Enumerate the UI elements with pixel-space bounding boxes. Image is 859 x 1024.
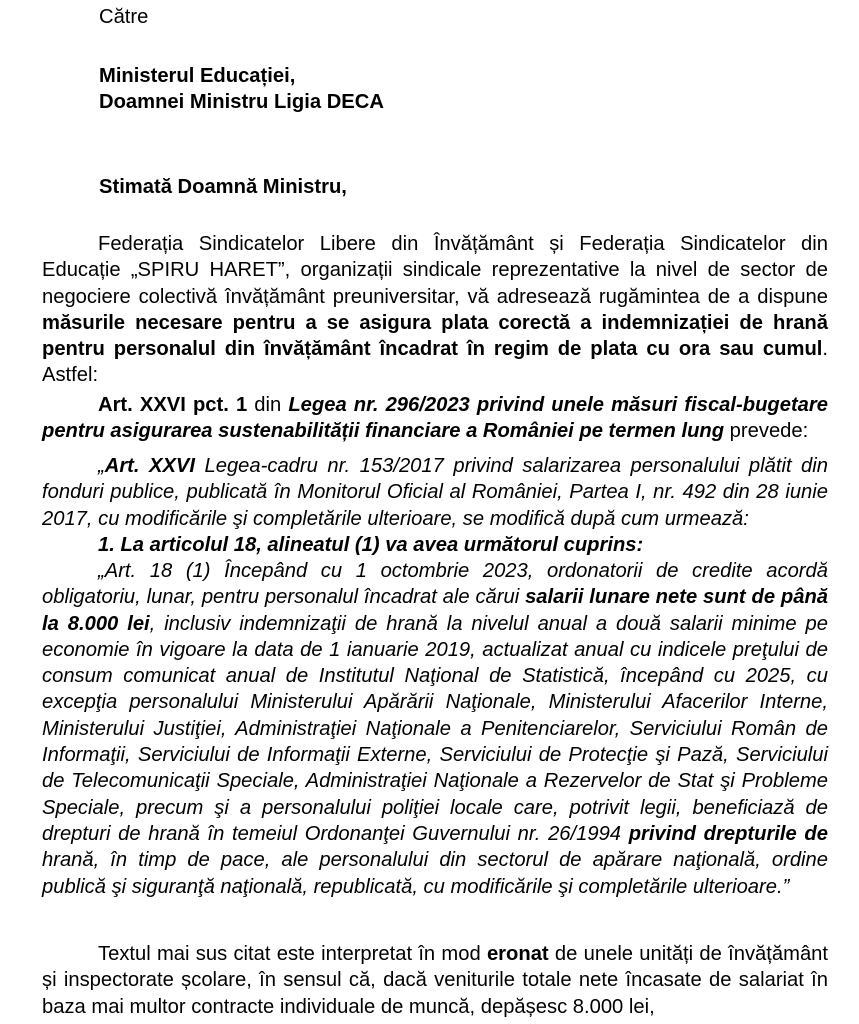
salary-threshold: salarii lunare nete sunt de până la 8.000 lei xyxy=(42,586,829,635)
law-title: Legea nr. 296/2023 privind unele măsuri fiscal-bugetare pentru asigurarea sustenabilității financiare a României pe termen lung xyxy=(42,394,828,443)
quote-article-xxvi: „Art. XXVI Legea-cadru nr. 153/2017 privind salarizarea personalului plătit din fonduri publice, publicată în Monitorul Oficial al României, Partea I, nr. 492 din 28 iunie 2017, cu modificările şi completările ulterioare, se modifică după cum urmează: xyxy=(42,455,828,530)
quote-article-18: „Art. 18 (1) Începând cu 1 octombrie 2023, ordonatorii de credite acordă obligatoriu, lunar, pentru personalul încadrat ale cărui salarii lunare nete sunt de până la 8.000 lei, inclusiv indemnizaţii de hrană la nivelul anual a două salarii minime pe economie în vigoare la data de 1 ianuarie 2019, actualizat anual cu indicele preţului de consum comunicat anual de Institutul Naţional de Statistică, începând cu 2025, cu excepţia personalului Ministerului Apărării Naţionale, Ministerului Afacerilor Interne, Ministerului Justiţiei, Administraţiei Naţionale a Penitenciarelor, Serviciului Român de Informaţii, Serviciului de Informaţii Externe, Serviciului de Protecţie şi Pază, Serviciului de Telecomunicaţii Speciale, Administraţiei Naţionale a Rezervelor de Stat şi Probleme Speciale, precum şi a personalului poliţiei locale care, potrivit legii, beneficiază de drepturi de hrană în temeiul Ordonanţei Guvernului nr. 26/1994 privind drepturile de hrană, în timp de pace, ale personalului din sectorul de apărare naţională, ordine publică şi siguranţă naţională, republicată, cu modificările şi completările ulterioare.” xyxy=(42,560,829,898)
greeting: Stimată Doamnă Ministru, xyxy=(99,176,347,198)
recipient-to: Către xyxy=(99,6,149,28)
request-emphasis: măsurile necesare pentru a se asigura plata corectă a indemnizației de hrană pentru personalul din învățământ încadrat în regim de plata cu ora sau cumul xyxy=(42,311,828,361)
quote-article-label: Art. XXVI xyxy=(104,455,195,477)
recipient-ministry: Ministerul Educației, xyxy=(99,65,296,87)
paragraph-interpretation: Textul mai sus citat este interpretat în mod eronat de unele unități de învățământ și inspectorate școlare, în sensul că, dacă veniturile totale nete încasate de salariat în baza mai multor contracte individuale de muncă, depășesc 8.000 lei, xyxy=(42,943,829,1018)
article-ref: Art. XXVI pct. 1 xyxy=(98,394,248,416)
ordinance-title: privind drepturile de xyxy=(628,822,828,845)
paragraph-request: Federația Sindicatelor Libere din Învățământ și Federația Sindicatelor din Educație „SPIRU HARET”, organizații sindicale reprezentative la nivel de sector de negociere colectivă învățământ preuniversitar, vă adresează rugămintea de a dispune măsurile necesare pentru a se asigura plata corectă a indemnizației de hrană pentru personalul din învățământ încadrat în regim de plata cu ora sau cumul. Astfel: xyxy=(42,233,828,387)
paragraph-law-reference: Art. XXVI pct. 1 din Legea nr. 296/2023 privind unele măsuri fiscal-bugetare pentru asigurarea sustenabilității financiare a României pe termen lung prevede: xyxy=(42,394,828,443)
quote-point-1: 1. La articolul 18, alineatul (1) va avea următorul cuprins: xyxy=(98,534,644,556)
erroneous-emphasis: eronat xyxy=(486,943,549,965)
recipient-minister: Doamnei Ministru Ligia DECA xyxy=(99,91,384,114)
recipient-block xyxy=(99,63,384,116)
